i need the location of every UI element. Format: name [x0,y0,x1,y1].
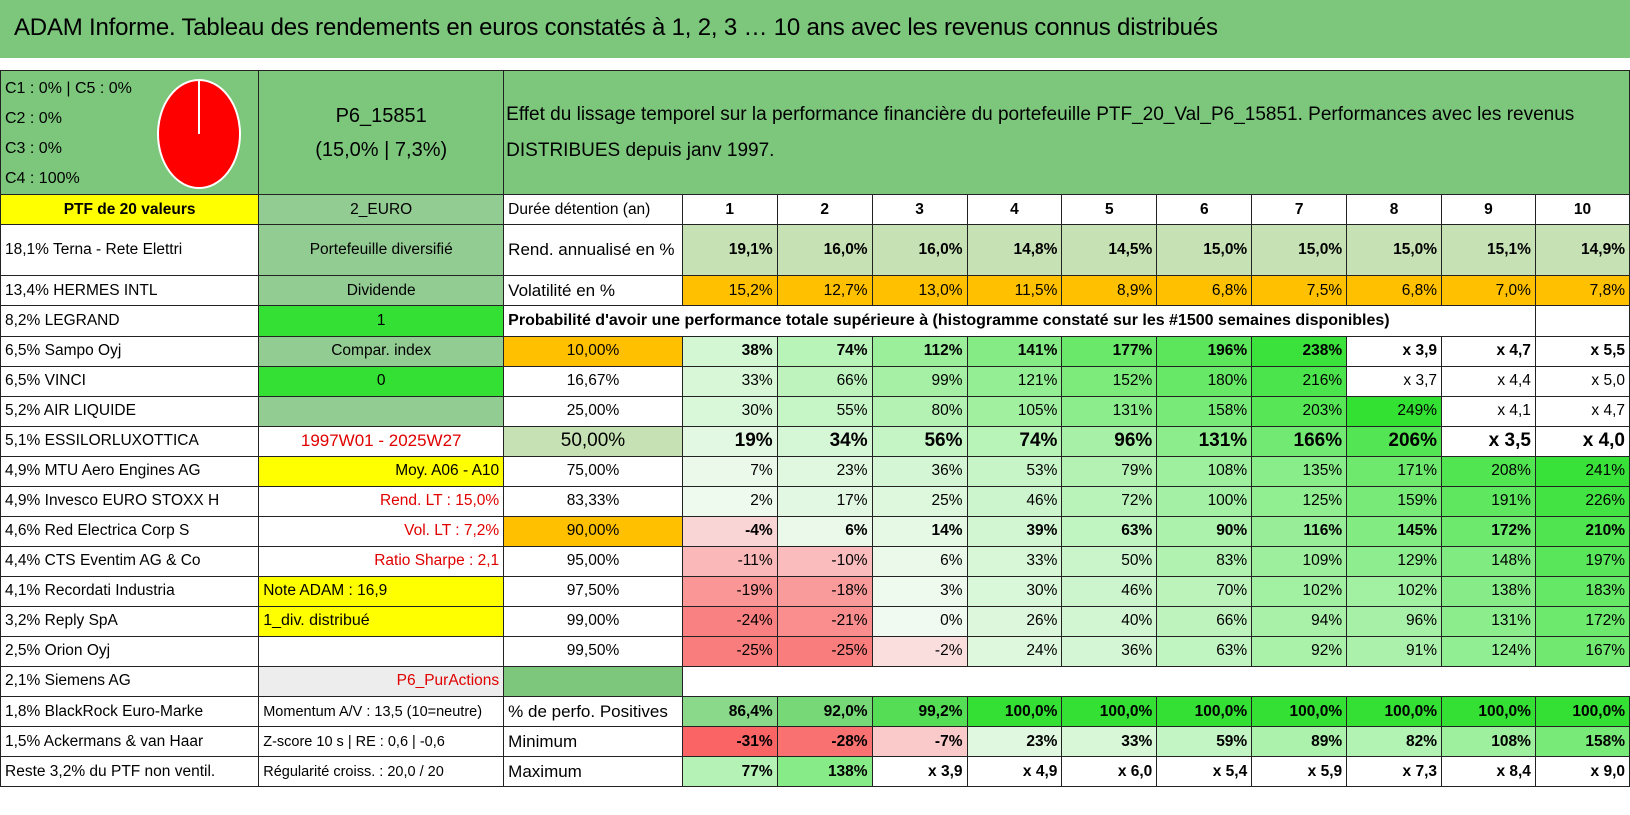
value-year-6: 158% [1157,396,1252,426]
value-year-2: -25% [777,636,872,666]
header-row [1,71,1630,195]
info-cell: 0 [259,366,504,396]
value-year-4: 23% [967,727,1062,757]
value-year-9: 208% [1442,456,1536,486]
value-year-6: 63% [1157,636,1252,666]
label-cell: Rend. annualisé en % [504,225,683,276]
value-year-1: 7% [682,456,777,486]
value-year-1: 38% [682,336,777,366]
value-year-4: 46% [967,486,1062,516]
value-year-8: 145% [1347,516,1442,546]
value-year-6: 6 [1157,195,1252,225]
label-cell: 83,33% [504,486,683,516]
value-year-1: 19,1% [682,225,777,276]
table-row [1,306,1630,337]
empty-cell [1535,306,1629,337]
info-cell: 1_div. distribué [259,606,504,636]
info-cell: 1 [259,306,504,337]
value-year-3: 25% [872,486,967,516]
value-year-10: x 4,0 [1535,426,1629,456]
value-year-5: 36% [1062,636,1157,666]
label-cell: 97,50% [504,576,683,606]
holding-cell: 5,2% AIR LIQUIDE [1,396,259,426]
value-year-10: 241% [1535,456,1629,486]
table-row [1,336,1630,366]
value-year-4: 39% [967,516,1062,546]
value-year-1: -31% [682,727,777,757]
label-cell: Minimum [504,727,683,757]
value-year-2: -10% [777,546,872,576]
value-year-6: 100% [1157,486,1252,516]
holding-cell: 6,5% Sampo Oyj [1,336,259,366]
holding-cell: 2,5% Orion Oyj [1,636,259,666]
value-year-2: 12,7% [777,276,872,306]
holding-cell: 5,1% ESSILORLUXOTTICA [1,426,259,456]
value-year-5: 5 [1062,195,1157,225]
table-row [1,576,1630,606]
value-year-7: 166% [1252,426,1347,456]
table-row [1,636,1630,666]
label-cell: 95,00% [504,546,683,576]
value-year-4: 100,0% [967,697,1062,727]
value-year-7: 238% [1252,336,1347,366]
value-year-7: 125% [1252,486,1347,516]
value-year-1: -11% [682,546,777,576]
value-year-3: -7% [872,727,967,757]
value-year-7: 109% [1252,546,1347,576]
value-year-5: 100,0% [1062,697,1157,727]
value-year-3: 56% [872,426,967,456]
holding-cell: 18,1% Terna - Rete Elettri [1,225,259,276]
value-year-3: 13,0% [872,276,967,306]
value-year-2: 2 [777,195,872,225]
value-year-10: 14,9% [1535,225,1629,276]
value-year-5: 8,9% [1062,276,1157,306]
title-separator [0,62,1630,70]
value-year-1: 86,4% [682,697,777,727]
holding-cell: PTF de 20 valeurs [1,195,259,225]
value-year-9: x 4,7 [1442,336,1536,366]
value-year-2: 16,0% [777,225,872,276]
value-year-2: 92,0% [777,697,872,727]
value-year-10: 10 [1535,195,1629,225]
info-cell: Z-score 10 s | RE : 0,6 | -0,6 [259,727,504,757]
value-year-10: 197% [1535,546,1629,576]
info-cell: Portefeuille diversifié [259,225,504,276]
table-row [1,456,1630,486]
value-year-7: 135% [1252,456,1347,486]
value-year-9: 7,0% [1442,276,1536,306]
info-cell: Rend. LT : 15,0% [259,486,504,516]
value-year-2: 66% [777,366,872,396]
value-year-3: 99,2% [872,697,967,727]
label-cell: % de perfo. Positives [504,697,683,727]
value-year-7: 203% [1252,396,1347,426]
table-row [1,195,1630,225]
value-year-3: 99% [872,366,967,396]
value-year-3: 112% [872,336,967,366]
performance-table [0,70,1630,787]
value-year-8: 100,0% [1347,697,1442,727]
value-year-8: 249% [1347,396,1442,426]
holding-cell: 6,5% VINCI [1,366,259,396]
value-year-10: 167% [1535,636,1629,666]
holding-cell: 1,8% BlackRock Euro-Marke [1,697,259,727]
value-year-8: 159% [1347,486,1442,516]
value-year-1: 77% [682,757,777,787]
info-cell: 1997W01 - 2025W27 [259,426,504,456]
value-year-9: x 3,5 [1442,426,1536,456]
value-year-2: 34% [777,426,872,456]
class-c4: C4 : 100% [5,170,80,187]
value-year-7: 102% [1252,576,1347,606]
holding-cell: 4,9% MTU Aero Engines AG [1,456,259,486]
value-year-4: 141% [967,336,1062,366]
value-year-6: 90% [1157,516,1252,546]
label-cell: 50,00% [504,426,683,456]
info-cell: Régularité croiss. : 20,0 / 20 [259,757,504,787]
value-year-9: x 4,1 [1442,396,1536,426]
value-year-8: 102% [1347,576,1442,606]
value-year-4: 105% [967,396,1062,426]
value-year-10: 226% [1535,486,1629,516]
holding-cell: 1,5% Ackermans & van Haar [1,727,259,757]
value-year-8: 171% [1347,456,1442,486]
value-year-7: 100,0% [1252,697,1347,727]
table-row [1,225,1630,276]
value-year-6: 83% [1157,546,1252,576]
info-cell: Vol. LT : 7,2% [259,516,504,546]
value-year-7: 7,5% [1252,276,1347,306]
value-year-5: 131% [1062,396,1157,426]
value-year-4: 33% [967,546,1062,576]
value-year-1: 19% [682,426,777,456]
value-year-6: 6,8% [1157,276,1252,306]
value-year-4: 30% [967,576,1062,606]
value-year-10: 7,8% [1535,276,1629,306]
value-year-7: 216% [1252,366,1347,396]
value-year-9: 15,1% [1442,225,1536,276]
value-year-10: 210% [1535,516,1629,546]
label-cell [504,666,683,697]
label-cell: 10,00% [504,336,683,366]
table-row [1,366,1630,396]
value-year-8: 206% [1347,426,1442,456]
holding-cell: 2,1% Siemens AG [1,666,259,697]
value-year-1: 33% [682,366,777,396]
value-year-7: 7 [1252,195,1347,225]
value-year-3: 16,0% [872,225,967,276]
value-year-8: 6,8% [1347,276,1442,306]
holding-cell: Reste 3,2% du PTF non ventil. [1,757,259,787]
value-year-3: 3% [872,576,967,606]
value-year-6: 131% [1157,426,1252,456]
value-year-5: 50% [1062,546,1157,576]
value-year-9: 138% [1442,576,1536,606]
value-year-9: 191% [1442,486,1536,516]
holding-cell: 8,2% LEGRAND [1,306,259,337]
value-year-2: 17% [777,486,872,516]
table-row [1,606,1630,636]
value-year-5: 14,5% [1062,225,1157,276]
holding-cell: 13,4% HERMES INTL [1,276,259,306]
value-year-5: 79% [1062,456,1157,486]
value-year-10: 183% [1535,576,1629,606]
value-year-7: 89% [1252,727,1347,757]
label-cell: 16,67% [504,366,683,396]
value-year-8: 129% [1347,546,1442,576]
value-year-9: 131% [1442,606,1536,636]
value-year-1: -25% [682,636,777,666]
table-row [1,396,1630,426]
value-year-2: 6% [777,516,872,546]
table-row [1,546,1630,576]
value-year-9: 108% [1442,727,1536,757]
value-year-6: 15,0% [1157,225,1252,276]
label-cell: 90,00% [504,516,683,546]
value-year-3: x 3,9 [872,757,967,787]
label-cell: 99,00% [504,606,683,636]
value-year-1: -24% [682,606,777,636]
label-cell: 25,00% [504,396,683,426]
class-c2: C2 : 0% [5,110,62,127]
info-cell [259,396,504,426]
holding-cell: 4,4% CTS Eventim AG & Co [1,546,259,576]
value-year-8: 82% [1347,727,1442,757]
description-cell [504,71,1630,195]
table-row [1,697,1630,727]
value-year-7: 15,0% [1252,225,1347,276]
value-year-10: x 4,7 [1535,396,1629,426]
value-year-7: 94% [1252,606,1347,636]
info-cell [259,636,504,666]
label-cell: 99,50% [504,636,683,666]
table-row [1,516,1630,546]
description-line-1: Effet du lissage temporel sur la performance financière du portefeuille PTF_20_Val_P6_15851. Performances avec les revenus [506,103,1575,125]
info-cell: P6_PurActions [259,666,504,697]
value-year-2: 74% [777,336,872,366]
info-cell: Moy. A06 - A10 [259,456,504,486]
holding-cell: 4,1% Recordati Industria [1,576,259,606]
value-year-5: 40% [1062,606,1157,636]
value-year-4: 11,5% [967,276,1062,306]
value-year-4: 53% [967,456,1062,486]
class-c3: C3 : 0% [5,140,62,157]
info-cell: Compar. index [259,336,504,366]
value-year-5: 152% [1062,366,1157,396]
value-year-1: 1 [682,195,777,225]
label-cell: 75,00% [504,456,683,486]
value-year-2: -18% [777,576,872,606]
value-year-2: 23% [777,456,872,486]
value-year-10: 158% [1535,727,1629,757]
class-c1-c5: C1 : 0% | C5 : 0% [5,80,132,97]
value-year-10: 172% [1535,606,1629,636]
value-year-9: 9 [1442,195,1536,225]
value-year-2: 138% [777,757,872,787]
table-row [1,426,1630,456]
value-year-8: 15,0% [1347,225,1442,276]
value-year-6: x 5,4 [1157,757,1252,787]
value-year-2: -28% [777,727,872,757]
value-year-9: 172% [1442,516,1536,546]
value-year-10: 100,0% [1535,697,1629,727]
holding-cell: 3,2% Reply SpA [1,606,259,636]
info-cell: Dividende [259,276,504,306]
value-year-5: 46% [1062,576,1157,606]
value-year-3: -2% [872,636,967,666]
value-year-9: 148% [1442,546,1536,576]
value-year-10: x 9,0 [1535,757,1629,787]
info-cell: Note ADAM : 16,9 [259,576,504,606]
value-year-4: 74% [967,426,1062,456]
value-year-2: 55% [777,396,872,426]
value-year-10: x 5,0 [1535,366,1629,396]
value-year-1: 15,2% [682,276,777,306]
value-year-3: 3 [872,195,967,225]
value-year-6: 70% [1157,576,1252,606]
portfolio-id-cell [259,71,504,195]
table-row [1,276,1630,306]
page-title: ADAM Informe. Tableau des rendements en euros constatés à 1, 2, 3 … 10 ans avec les revenus connus distribués [14,14,1218,41]
info-cell: 2_EURO [259,195,504,225]
table-row [1,727,1630,757]
holding-cell: 4,6% Red Electrica Corp S [1,516,259,546]
value-year-3: 0% [872,606,967,636]
value-year-7: 92% [1252,636,1347,666]
info-cell: Ratio Sharpe : 2,1 [259,546,504,576]
value-year-8: x 3,9 [1347,336,1442,366]
value-year-4: x 4,9 [967,757,1062,787]
allocation-pie-chart [156,78,242,190]
value-year-3: 14% [872,516,967,546]
value-year-5: 63% [1062,516,1157,546]
value-year-1: 2% [682,486,777,516]
label-cell: Volatilité en % [504,276,683,306]
value-year-1: 30% [682,396,777,426]
empty-cell [682,666,1629,697]
value-year-8: x 7,3 [1347,757,1442,787]
value-year-4: 26% [967,606,1062,636]
value-year-8: 8 [1347,195,1442,225]
value-year-6: 108% [1157,456,1252,486]
value-year-5: 177% [1062,336,1157,366]
portfolio-id: P6_15851 [335,104,427,127]
value-year-3: 6% [872,546,967,576]
value-year-6: 66% [1157,606,1252,636]
value-year-8: 96% [1347,606,1442,636]
value-year-9: 124% [1442,636,1536,666]
info-cell: Momentum A/V : 13,5 (10=neutre) [259,697,504,727]
value-year-5: 72% [1062,486,1157,516]
value-year-5: x 6,0 [1062,757,1157,787]
portfolio-stats: (15,0% | 7,3%) [315,138,448,161]
value-year-8: 91% [1347,636,1442,666]
value-year-7: x 5,9 [1252,757,1347,787]
holding-cell: 4,9% Invesco EURO STOXX H [1,486,259,516]
value-year-9: 100,0% [1442,697,1536,727]
value-year-6: 196% [1157,336,1252,366]
probability-caption: Probabilité d'avoir une performance totale supérieure à (histogramme constaté sur les #1500 semaines disponibles) [504,306,1536,337]
value-year-9: x 8,4 [1442,757,1536,787]
value-year-5: 96% [1062,426,1157,456]
value-year-6: 59% [1157,727,1252,757]
value-year-8: x 3,7 [1347,366,1442,396]
table-row [1,666,1630,697]
value-year-4: 121% [967,366,1062,396]
value-year-1: -4% [682,516,777,546]
value-year-4: 14,8% [967,225,1062,276]
title-bar [0,0,1630,62]
value-year-6: 100,0% [1157,697,1252,727]
value-year-7: 116% [1252,516,1347,546]
table-row [1,486,1630,516]
value-year-2: -21% [777,606,872,636]
label-cell: Maximum [504,757,683,787]
value-year-4: 24% [967,636,1062,666]
value-year-10: x 5,5 [1535,336,1629,366]
table-row [1,757,1630,787]
value-year-3: 80% [872,396,967,426]
value-year-6: 180% [1157,366,1252,396]
value-year-1: -19% [682,576,777,606]
description-line-2: DISTRIBUES depuis janv 1997. [506,139,775,161]
value-year-4: 4 [967,195,1062,225]
value-year-3: 36% [872,456,967,486]
value-year-5: 33% [1062,727,1157,757]
table-body [1,195,1630,787]
label-cell: Durée détention (an) [504,195,683,225]
value-year-9: x 4,4 [1442,366,1536,396]
